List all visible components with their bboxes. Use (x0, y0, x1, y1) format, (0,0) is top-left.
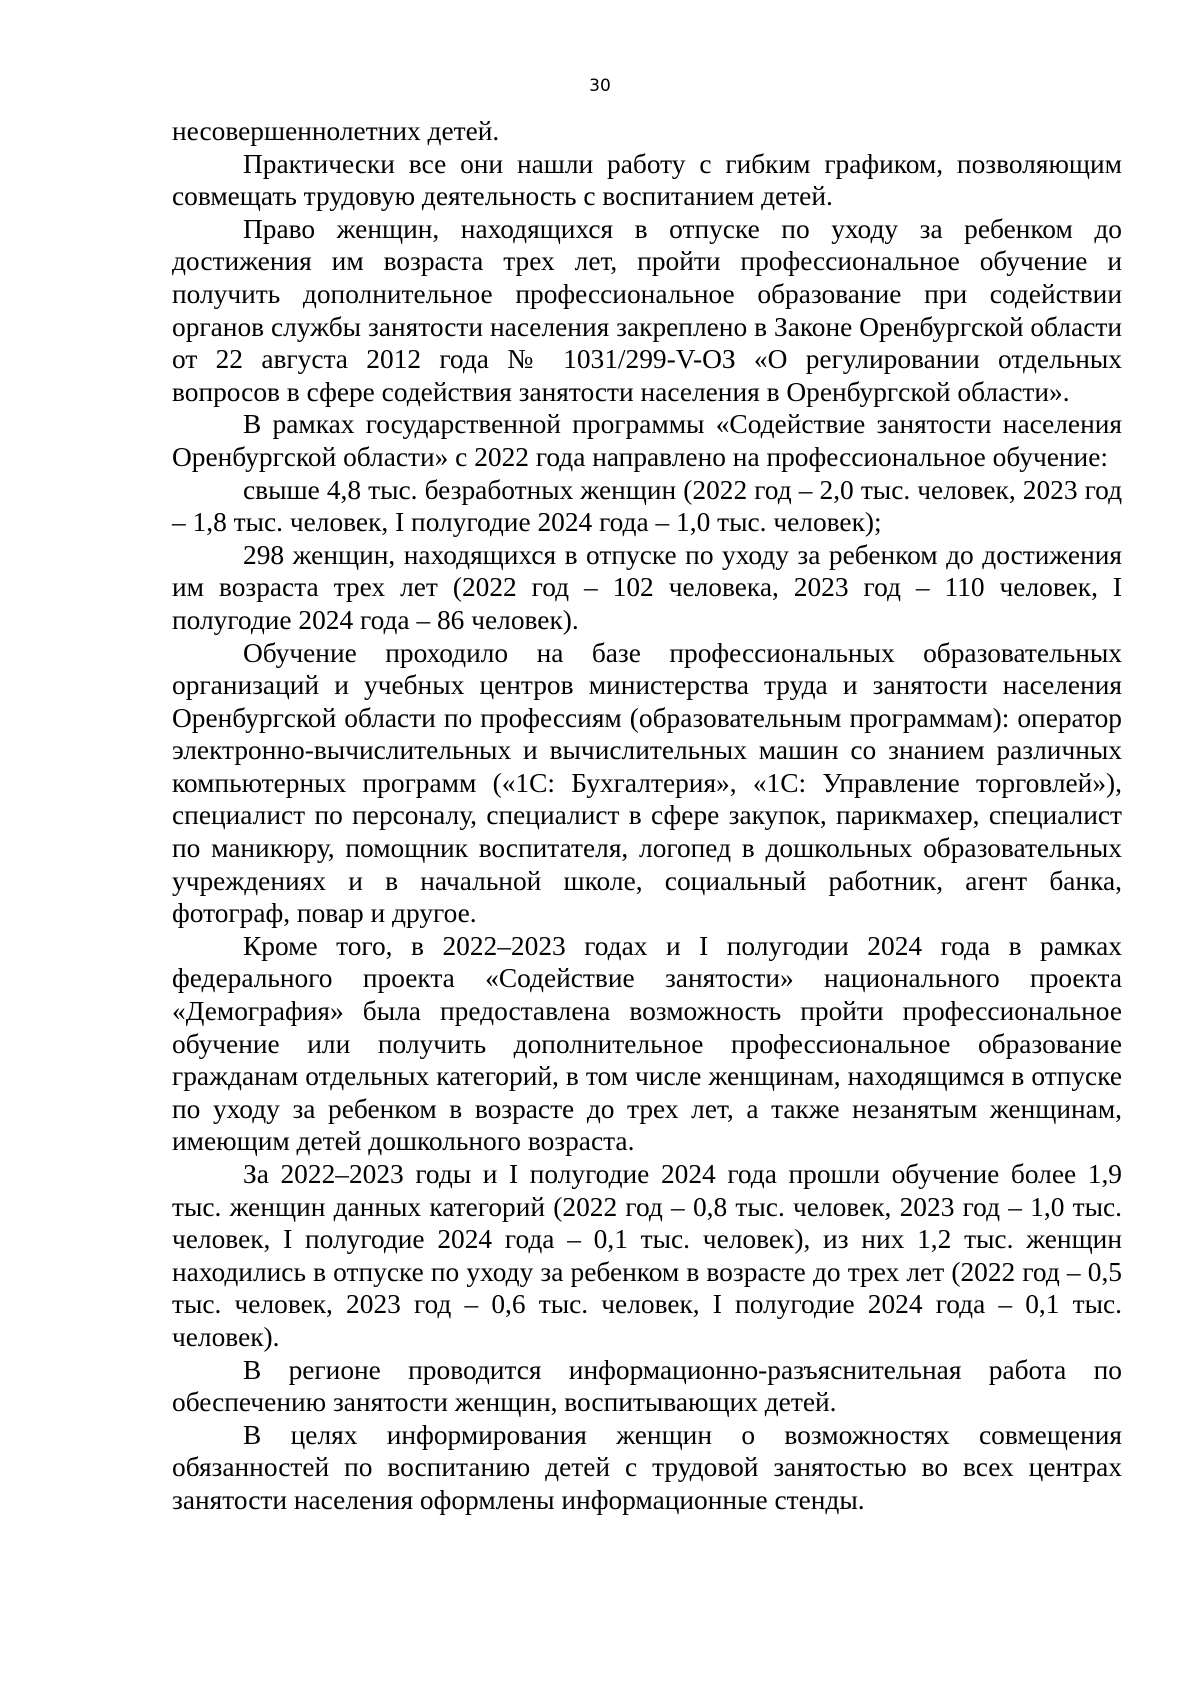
page-number: 30 (589, 76, 611, 96)
list-item: свыше 4,8 тыс. безработных женщин (2022 год – 2,0 тыс. человек, 2023 год – 1,8 тыс. человек, I полугодие 2024 года – 1,0 тыс. человек); (172, 474, 1122, 538)
paragraph: За 2022–2023 годы и I полугодие 2024 года прошли обучение более 1,9 тыс. женщин данных категорий (2022 год – 0,8 тыс. человек, 2023 год – 1,0 тыс. человек, I полугодие 2024 года – 0,1 тыс. человек), из них 1,2 тыс. женщин находились в отпуске по уходу за ребенком в возрасте до трех лет (2022 год – 0,5 тыс. человек, 2023 год – 0,6 тыс. человек, I полугодие 2024 года – 0,1 тыс. человек). (172, 1159, 1122, 1352)
paragraph: Право женщин, находящихся в отпуске по уходу за ребенком до достижения им возраста трех лет, пройти профессиональное обучение и получить дополнительное профессиональное образование при содействии органов службы занятости населения закреплено в Законе Оренбургской области от 22 августа 2012 года № 1031/299-V-ОЗ «О регулировании отдельных вопросов в сфере содействия занятости населения в Оренбургской области». (172, 213, 1122, 407)
paragraph: Обучение проходило на базе профессиональных образовательных организаций и учебных центров министерства труда и занятости населения Оренбургской области по профессиям (образовательным программам): оператор электронно-вычислительных и вычислительных машин со знанием различных компьютерных программ («1С: Бухгалтерия», «1С: Управление торговлей»), специалист по персоналу, специалист в сфере закупок, парикмахер, специалист по маникюру, помощник воспитателя, логопед в дошкольных образовательных учреждениях и в начальной школе, социальный работник, агент банка, фотограф, повар и другое. (172, 637, 1122, 929)
paragraph: Практически все они нашли работу с гибким графиком, позволяющим совмещать трудовую деятельность с воспитанием детей. (172, 148, 1122, 212)
paragraph: несовершеннолетних детей. (172, 116, 500, 146)
paragraph: Кроме того, в 2022–2023 годах и I полугодии 2024 года в рамках федерального проекта «Содействие занятости» национального проекта «Демография» была предоставлена возможность пройти профессиональное обучение или получить дополнительное профессиональное образование гражданам отдельных категорий, в том числе женщинам, находящимся в отпуске по уходу за ребенком в возрасте до трех лет, а также незанятым женщинам, имеющим детей дошкольного возраста. (172, 930, 1122, 1157)
paragraph: В рамках государственной программы «Содействие занятости населения Оренбургской области» с 2022 года направлено на профессиональное обучение: (172, 409, 1122, 472)
paragraph: В целях информирования женщин о возможностях совмещения обязанностей по воспитанию детей с трудовой занятостью во всех центрах занятости населения оформлены информационные стенды. (172, 1419, 1122, 1515)
list-item: 298 женщин, находящихся в отпуске по уходу за ребенком до достижения им возраста трех лет (2022 год – 102 человека, 2023 год – 110 человек, I полугодие 2024 года – 86 человек). (172, 539, 1122, 635)
document-body (172, 115, 1122, 1517)
paragraph: В регионе проводится информационно-разъяснительная работа по обеспечению занятости женщин, воспитывающих детей. (172, 1354, 1122, 1418)
